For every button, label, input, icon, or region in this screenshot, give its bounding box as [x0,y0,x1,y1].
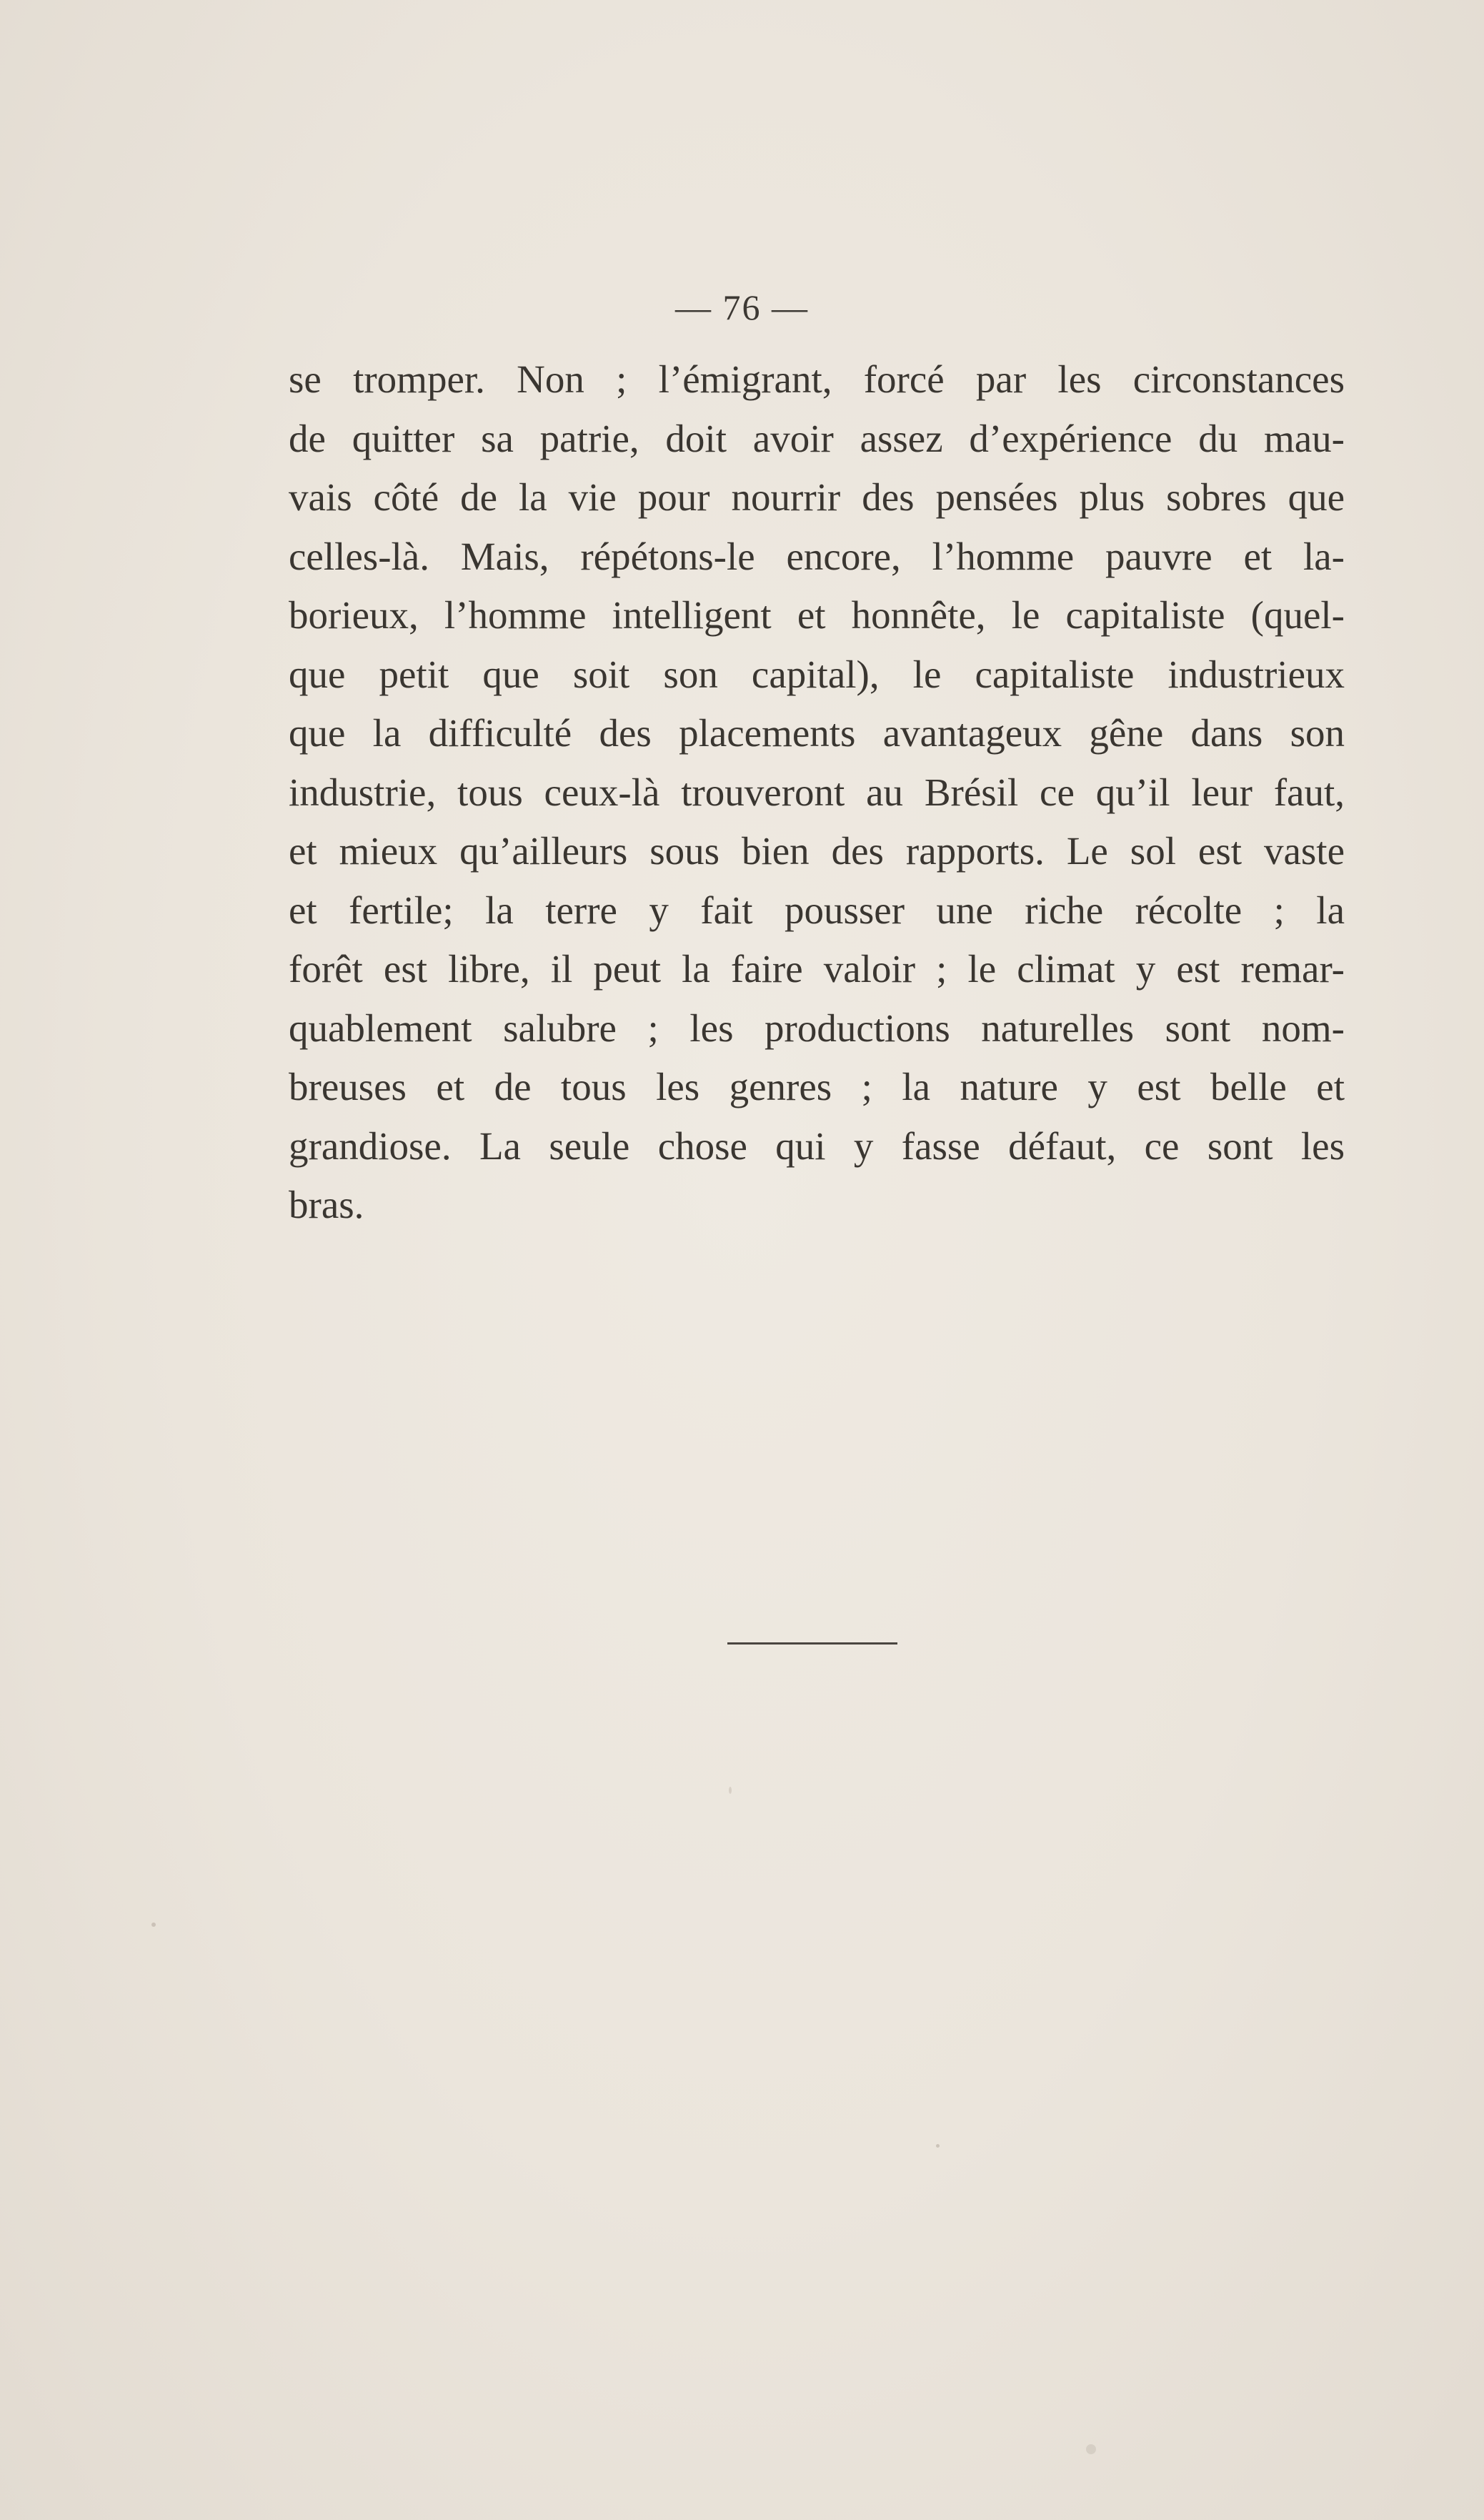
text-line: forêt est libre, il peut la faire valoir ; le climat y est remar- [289,947,1345,991]
paper-speck [151,1923,156,1927]
text-line: et fertile; la terre y fait pousser une riche récolte ; la [289,888,1345,932]
text-line: se tromper. Non ; l’émigrant, forcé par les circonstances [289,357,1345,401]
text-line: que la difficulté des placements avantageux gêne dans son [289,711,1345,755]
text-line: de quitter sa patrie, doit avoir assez d’expérience du mau- [289,416,1345,460]
text-line: celles-là. Mais, répétons-le encore, l’homme pauvre et la- [289,534,1345,578]
text-line: borieux, l’homme intelligent et honnête, le capitaliste (quel- [289,593,1345,637]
text-line: que petit que soit son capital), le capitaliste industrieux [289,652,1345,696]
text-line: grandiose. La seule chose qui y fasse défaut, ce sont les [289,1123,1345,1168]
text-line: industrie, tous ceux-là trouveront au Brésil ce qu’il leur faut, [289,770,1345,814]
text-line: quablement salubre ; les productions naturelles sont nom- [289,1006,1345,1050]
paper-speck [1086,2444,1096,2454]
body-paragraph [289,350,1345,1235]
paper-speck [729,1787,732,1794]
text-line: breuses et de tous les genres ; la nature y est belle et [289,1065,1345,1108]
text-line: vais côté de la vie pour nourrir des pensées plus sobres que [289,475,1345,519]
paper-speck [936,2144,940,2148]
section-divider [727,1642,897,1645]
page-number: — 76 — [675,287,809,327]
text-line: bras. [289,1183,364,1226]
text-line: et mieux qu’ailleurs sous bien des rapports. Le sol est vaste [289,829,1345,873]
